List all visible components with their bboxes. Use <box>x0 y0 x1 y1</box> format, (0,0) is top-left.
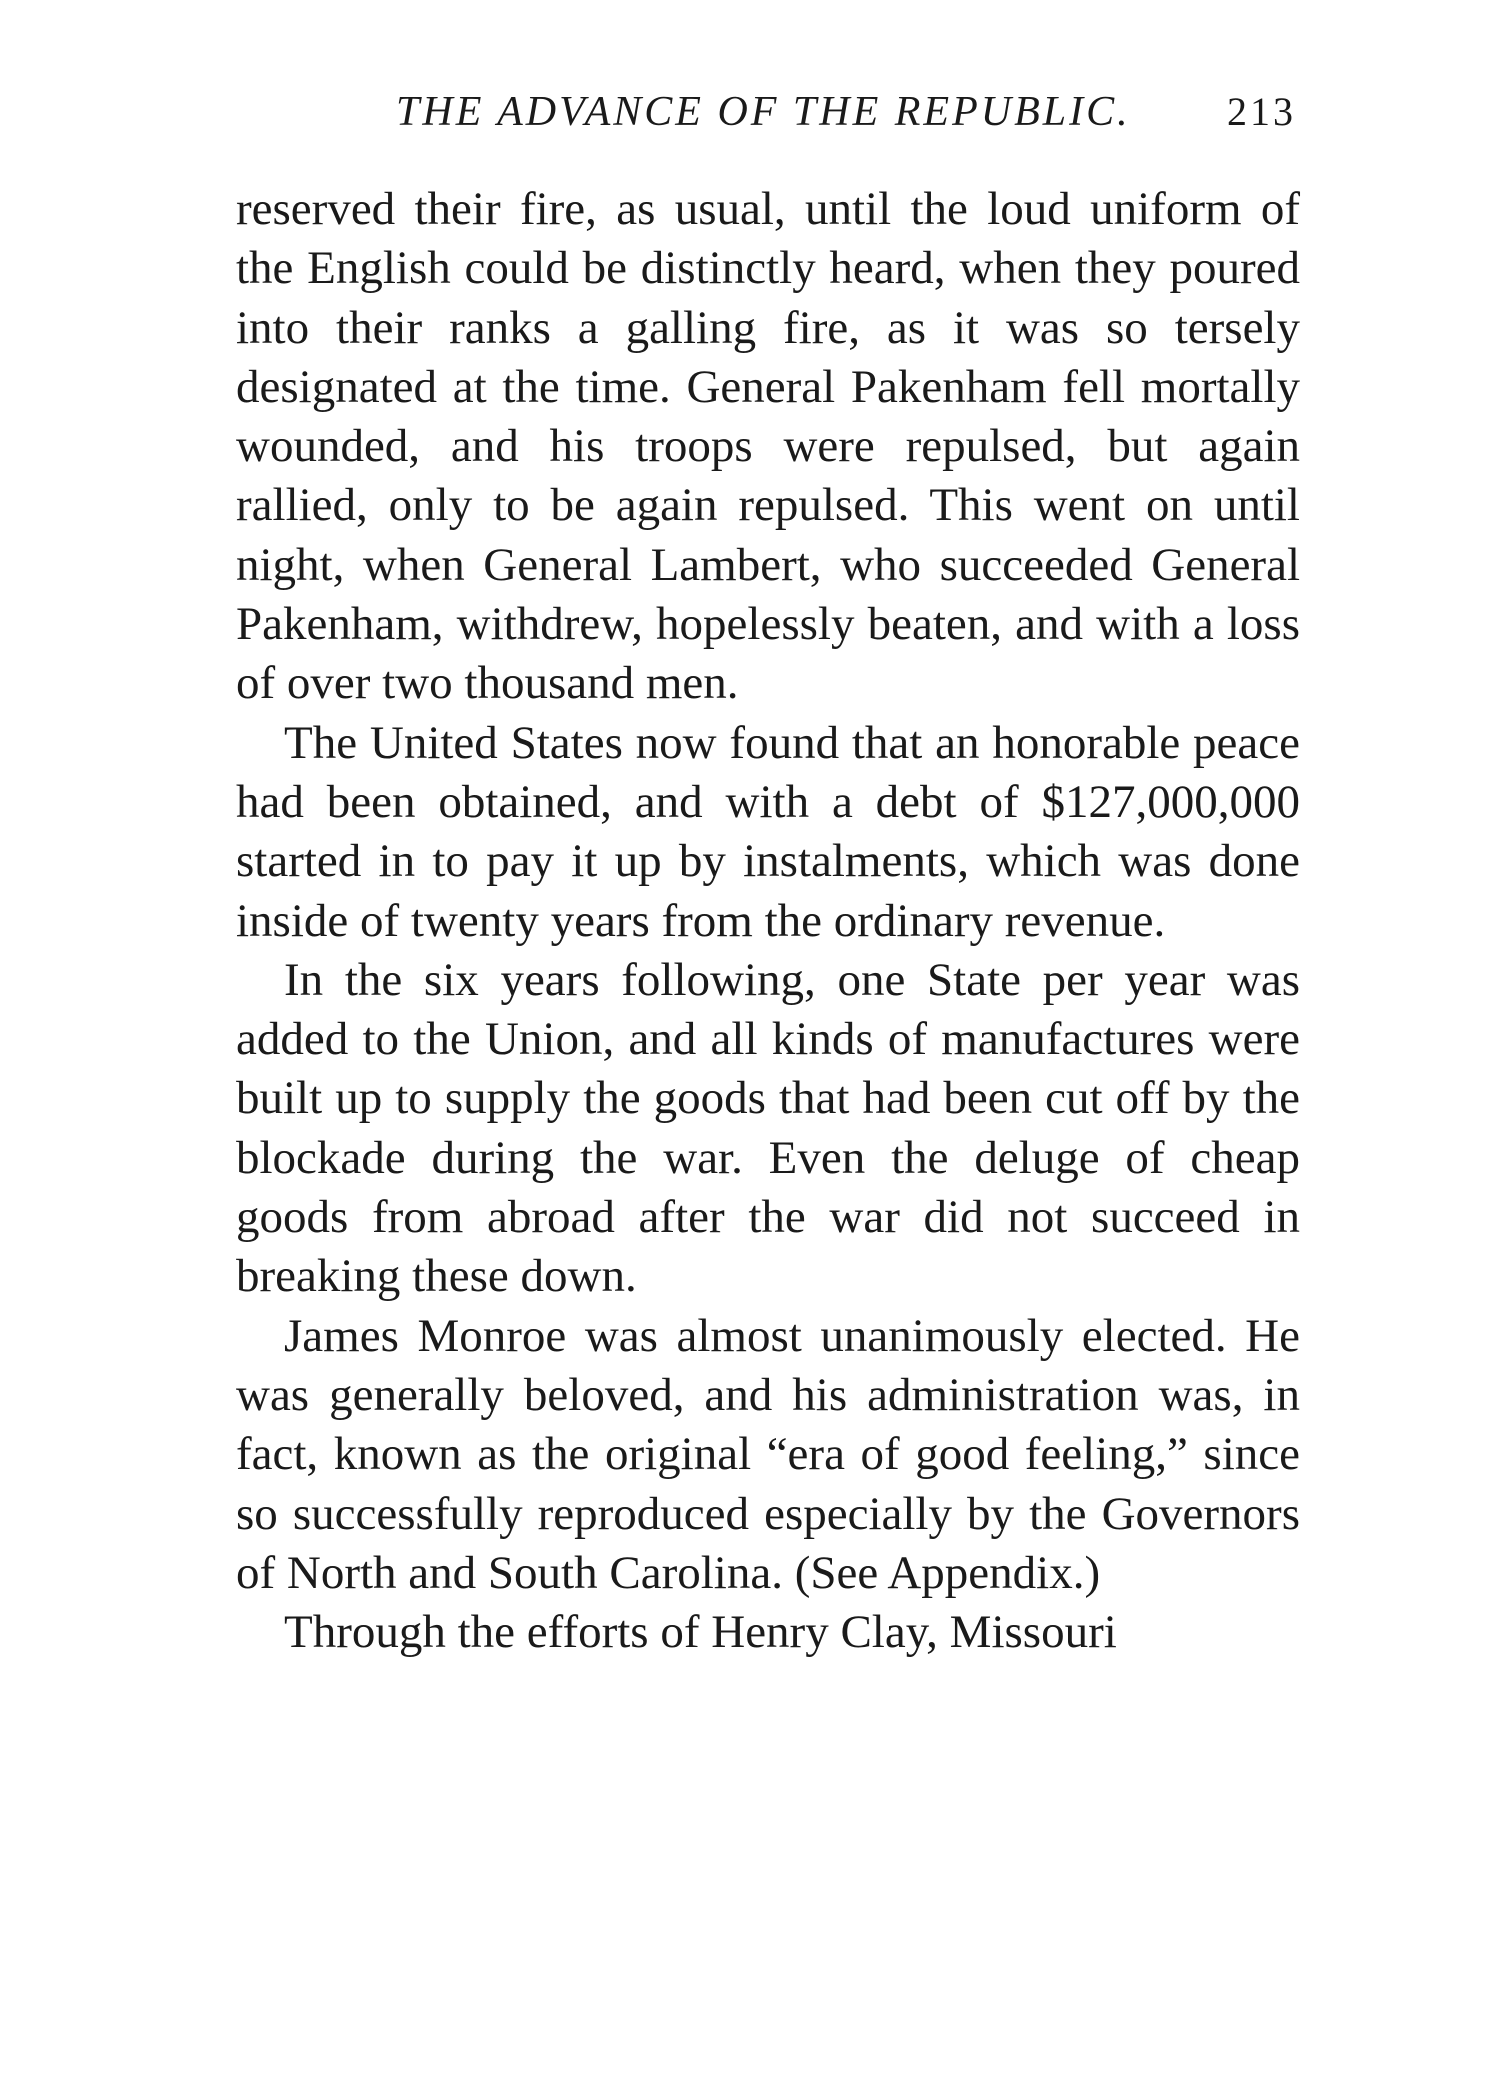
paragraph: In the six years following, one State per year was added to the Union, and all kinds of manufactures were built up to supply the goods that had been cut off by the blockade during the war. Even the deluge of cheap goods from abroad after the war did not succeed in breaking these down. <box>236 953 1300 1303</box>
paragraph: The United States now found that an honorable peace had been obtained, and with a debt of $127,000,000 started in to pay it up by instalments, which was done inside of twenty years from the ordinary revenue. <box>236 716 1300 947</box>
paragraph: James Monroe was almost unanimously elected. He was generally beloved, and his administration was, in fact, known as the original “era of good feeling,” since so successfully reproduced especially by the Governors of North and South Carolina. (See Appendix.) <box>236 1309 1300 1599</box>
paragraph: Through the efforts of Henry Clay, Missouri <box>284 1606 1117 1659</box>
running-title: THE ADVANCE OF THE REPUBLIC. <box>396 89 1131 135</box>
paragraph-continued: reserved their fire, as usual, until the loud uniform of the English could be distinctly heard, when they poured into their ranks a galling fire, as it was so tersely designated at the time. General Pakenham fell mortally wounded, and his troops were repulsed, but again rallied, only to be again repulsed. This went on until night, when General Lambert, who succeeded General Pakenham, withdrew, hopelessly beaten, and with a loss of over two thousand men. <box>236 183 1300 710</box>
body-text <box>236 180 1300 1662</box>
running-head <box>236 88 1296 148</box>
page-number: 213 <box>1227 89 1296 134</box>
